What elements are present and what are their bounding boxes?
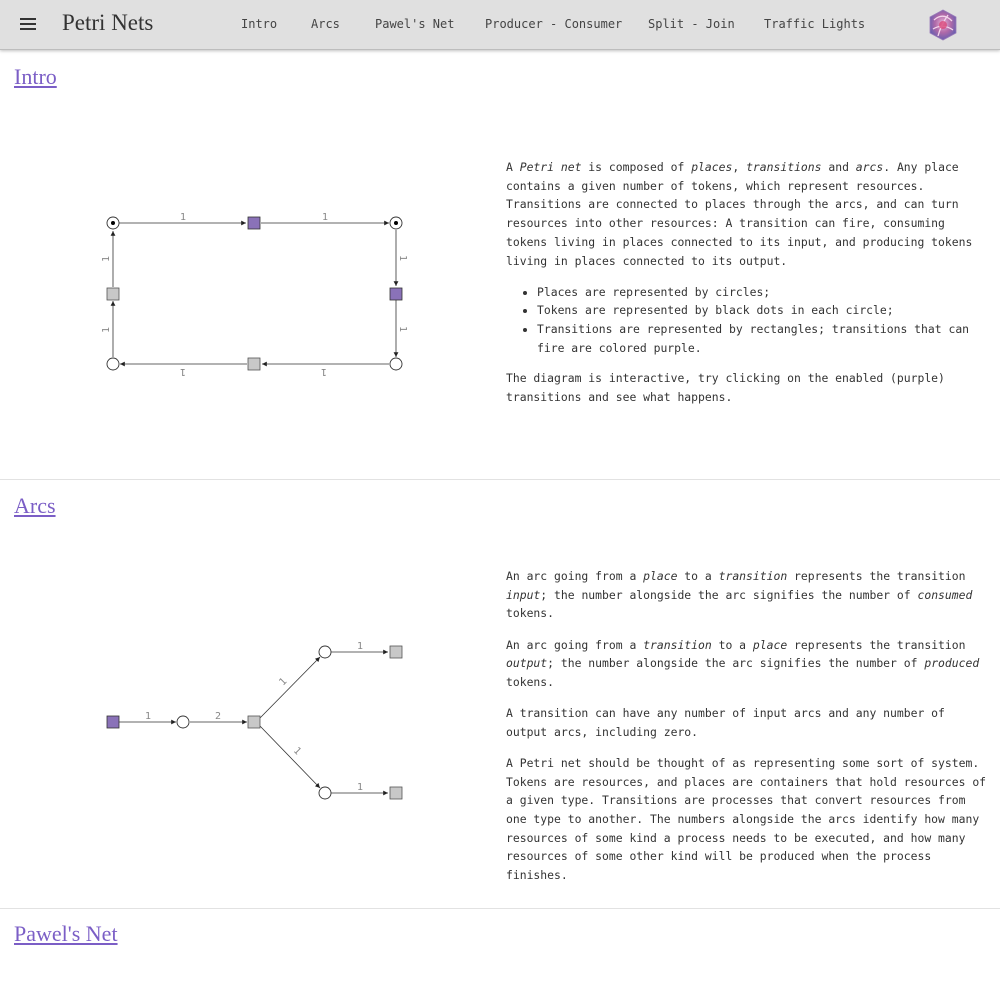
transition-disabled (248, 716, 260, 728)
logo-icon[interactable] (926, 8, 960, 42)
transition-enabled[interactable] (390, 288, 402, 300)
arcs-paragraph: A Petri net should be thought of as representing some sort of system. Tokens are resources, and places are containers that hold resources of a given type. Transitions are processes that convert resources from one type to another. The numbers alongside the arcs identify how many resources of some kind a process needs to be executed, and how many resources of some other kind will be produced when the process finishes. (506, 755, 987, 883)
arcs-paragraph: An arc going from a transition to a place represents the transition output; the number alongside the arc signifies the number of produced tokens. (506, 637, 980, 689)
top-bar (0, 0, 1000, 50)
transition-enabled[interactable] (248, 217, 260, 229)
arc-weight-label: 1 (357, 782, 364, 793)
app-title: Petri Nets (62, 10, 154, 35)
section-divider (0, 908, 1000, 909)
transition-disabled (107, 288, 119, 300)
section-title-arcs[interactable]: Arcs (14, 493, 56, 518)
intro-paragraph: The diagram is interactive, try clicking on the enabled (purple) transitions and see what happens. (506, 371, 945, 405)
arc-weight-label: 1 (357, 641, 364, 652)
place (177, 716, 189, 728)
transition-disabled (390, 787, 402, 799)
place (390, 358, 402, 370)
section-title-pawels-net[interactable]: Pawel's Net (14, 921, 118, 946)
menu-icon[interactable] (20, 17, 36, 31)
arc (260, 726, 320, 788)
nav-link-producer-consumer[interactable]: Producer - Consumer (485, 17, 623, 31)
transition-disabled (390, 646, 402, 658)
section-divider (0, 479, 1000, 480)
arc (260, 657, 320, 718)
nav-link-intro[interactable]: Intro (241, 17, 278, 31)
arc-weight-label: 1 (145, 711, 152, 722)
nav-link-pawels-net[interactable]: Pawel's Net (375, 17, 455, 31)
arcs-paragraph: A transition can have any number of input arcs and any number of output arcs, including zero. (506, 706, 945, 739)
list-item: • Places are represented by circles; (537, 283, 992, 302)
arcs-petri-net-diagram (0, 630, 500, 810)
arcs-paragraph: An arc going from a place to a transition represents the transition input; the number alongside the arc signifies the number of consumed tokens. (506, 569, 973, 621)
arc-weight-label: 2 (215, 711, 222, 722)
arc-weight-label: 1 (322, 212, 329, 223)
section-title-intro[interactable]: Intro (14, 64, 57, 89)
intro-paragraph: A Petri net is composed of places, transitions and arcs. Any place contains a given number of tokens, which represent resources. Transitions are connected to places through the arcs, and can turn resources into other resources: A transition can fire, consuming tokens living in places connected to its input, and producing tokens living in places connected to its output. (506, 160, 973, 268)
arcs-description (506, 567, 992, 897)
place (107, 358, 119, 370)
arc-weight-label: 1 (397, 326, 408, 333)
token (394, 221, 398, 225)
arc-weight-label: 1 (277, 676, 290, 689)
arc-weight-label: 1 (101, 326, 112, 333)
intro-description (506, 158, 992, 419)
arc-weight-label: 1 (179, 366, 186, 377)
place (319, 787, 331, 799)
arc-weight-label: 1 (320, 366, 327, 377)
nav-link-traffic-lights[interactable]: Traffic Lights (764, 17, 866, 31)
list-item: • Transitions are represented by rectangles; transitions that can fire are colored purple. (537, 320, 992, 357)
arc-weight-label: 1 (180, 212, 187, 223)
nav-link-split-join[interactable]: Split - Join (648, 17, 735, 31)
intro-petri-net-diagram (0, 200, 500, 390)
list-item: • Tokens are represented by black dots in each circle; (537, 301, 992, 320)
intro-bullet-list (506, 283, 992, 358)
arc-weight-label: 1 (290, 745, 303, 758)
arc-weight-label: 1 (101, 255, 112, 262)
transition-enabled[interactable] (107, 716, 119, 728)
arc-weight-label: 1 (397, 255, 408, 262)
token (111, 221, 115, 225)
nav-link-arcs[interactable]: Arcs (311, 17, 340, 31)
transition-disabled (248, 358, 260, 370)
place (319, 646, 331, 658)
